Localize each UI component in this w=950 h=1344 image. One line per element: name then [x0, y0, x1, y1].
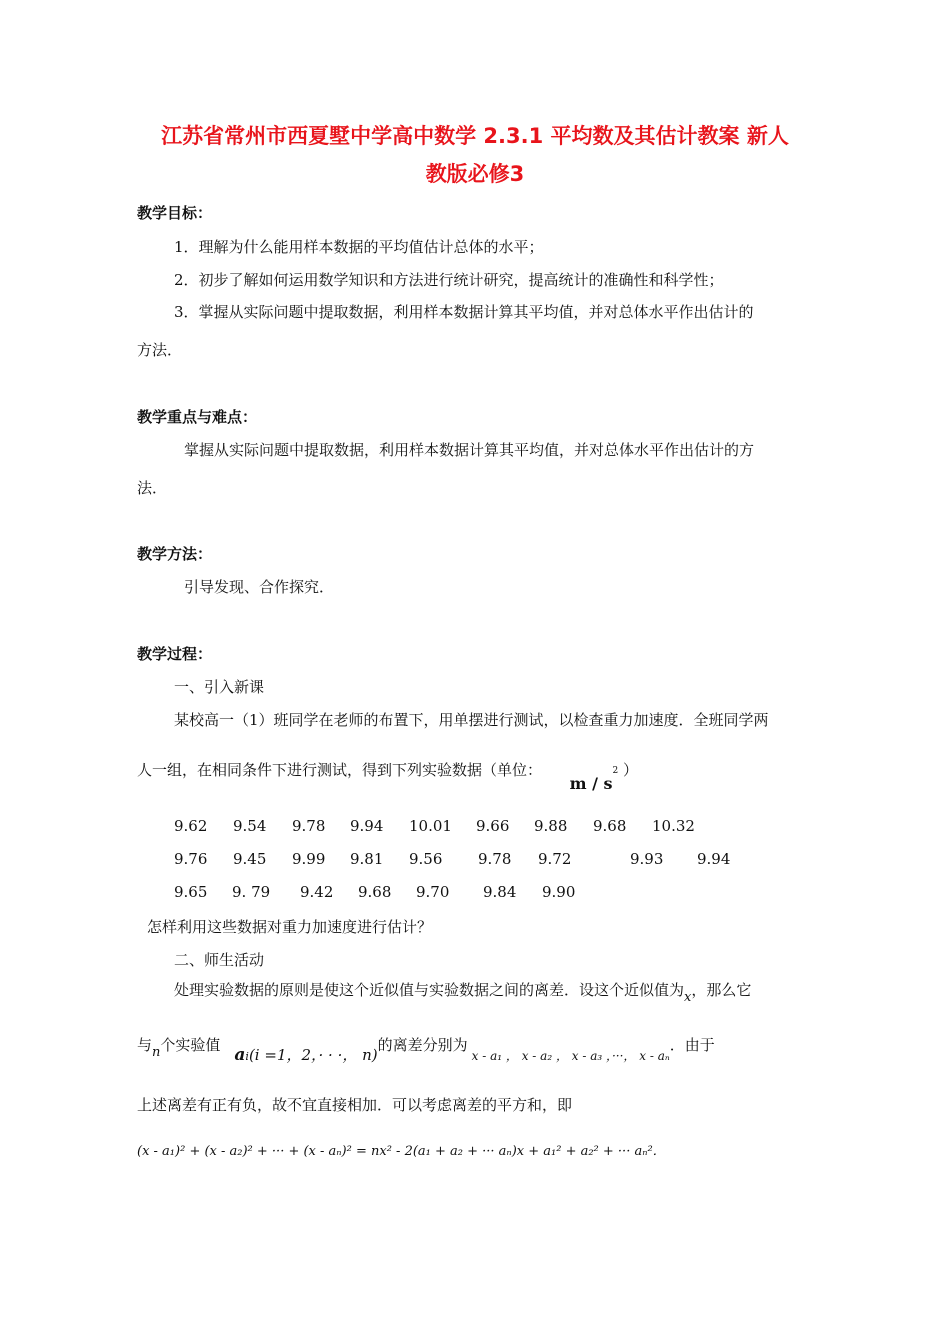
data-value: 9.81	[350, 850, 384, 868]
objective-item-3-cont: 方法．	[137, 341, 183, 359]
data-value: 9.84	[483, 883, 517, 901]
objectives-heading: 教学目标：	[137, 204, 213, 222]
para1-end: ，那么它	[691, 981, 752, 999]
intro-line2	[137, 759, 639, 793]
data-value: 9.68	[358, 883, 392, 901]
document-title-line2: 教版必修3	[425, 162, 525, 186]
data-row-1	[174, 817, 695, 835]
data-value: 10.32	[652, 817, 695, 835]
para1	[174, 979, 752, 1005]
document-title-line1: 江苏省常州市西夏墅中学高中数学 2.3.1 平均数及其估计教案 新人	[161, 124, 789, 148]
para2-text-a: 与	[137, 1036, 153, 1054]
section1-title: 一、引入新课	[174, 678, 265, 696]
para2-n: n	[152, 1045, 161, 1060]
data-row-2	[174, 850, 730, 868]
para2-text-c: 的离差分别为	[377, 1036, 468, 1054]
unit-text: m / s	[569, 774, 613, 793]
data-value: 9.88	[534, 817, 568, 835]
para2	[137, 1034, 715, 1065]
key-points-line1: 掌握从实际问题中提取数据，利用样本数据计算其平均值，并对总体水平作出估计的方	[184, 441, 755, 459]
para1-variable: x	[684, 990, 692, 1005]
data-row-3	[174, 883, 575, 901]
para2-text-b: 个实验值	[160, 1036, 221, 1054]
data-value: 9.94	[697, 850, 731, 868]
data-value: 10.01	[409, 817, 452, 835]
objective-item-3: 3．掌握从实际问题中提取数据，利用样本数据计算其平均值，并对总体水平作出估计的	[174, 303, 754, 321]
para2-diffs: x - a₁ ， x - a₂ ， x - a₃ ，···， x - aₙ	[471, 1049, 670, 1063]
data-value: 9.45	[233, 850, 267, 868]
close-paren: ）	[623, 761, 639, 779]
data-value: 9.72	[538, 850, 572, 868]
data-value: 9.94	[350, 817, 384, 835]
section2-title: 二、师生活动	[174, 951, 265, 969]
para2-range: (i =1，2，· · ·， n)	[248, 1046, 378, 1064]
data-value: 9.68	[593, 817, 627, 835]
key-points-line2: 法．	[137, 479, 168, 497]
data-value: 9.90	[542, 883, 576, 901]
intro-line1: 某校高一（1）班同学在老师的布置下，用单摆进行测试，以检查重力加速度．全班同学两	[174, 711, 769, 729]
data-value: 9.78	[478, 850, 512, 868]
data-value: 9.56	[409, 850, 443, 868]
para3: 上述离差有正有负，故不宜直接相加．可以考虑离差的平方和，即	[137, 1096, 573, 1114]
para2-ai: a	[234, 1045, 246, 1065]
key-points-heading: 教学重点与难点：	[137, 408, 258, 426]
question-text: 怎样利用这些数据对重力加速度进行估计？	[147, 918, 433, 936]
methods-text: 引导发现、合作探究．	[184, 578, 335, 596]
methods-heading: 教学方法：	[137, 545, 213, 563]
data-value: 9.65	[174, 883, 208, 901]
unit-exponent: 2	[612, 766, 619, 776]
para2-end: ．由于	[669, 1036, 715, 1054]
objective-item-2: 2．初步了解如何运用数学知识和方法进行统计研究，提高统计的准确性和科学性；	[174, 271, 724, 289]
para1-text: 处理实验数据的原则是使这个近似值与实验数据之间的离差．设这个近似值为	[174, 981, 685, 999]
deviation-formula: (x - a₁)² + (x - a₂)² + ··· + (x - aₙ)² = nx² - 2(a₁ + a₂ + ··· aₙ)x + a₁² + a₂² + ··· aₙ²．	[137, 1144, 666, 1159]
objective-item-1: 1．理解为什么能用样本数据的平均值估计总体的水平；	[174, 238, 544, 256]
para2-ai-sub: i	[245, 1050, 249, 1063]
data-value: 9.70	[416, 883, 450, 901]
data-value: 9.54	[233, 817, 267, 835]
data-value: 9.93	[630, 850, 664, 868]
data-value: 9.66	[476, 817, 510, 835]
intro-line2-text: 人一组，在相同条件下进行测试，得到下列实验数据（单位：	[137, 761, 543, 779]
data-value: 9.99	[292, 850, 326, 868]
data-value: 9.62	[174, 817, 208, 835]
data-value: 9.78	[292, 817, 326, 835]
data-value: 9. 79	[232, 883, 271, 901]
data-value: 9.42	[300, 883, 334, 901]
data-value: 9.76	[174, 850, 208, 868]
process-heading: 教学过程：	[137, 645, 213, 663]
